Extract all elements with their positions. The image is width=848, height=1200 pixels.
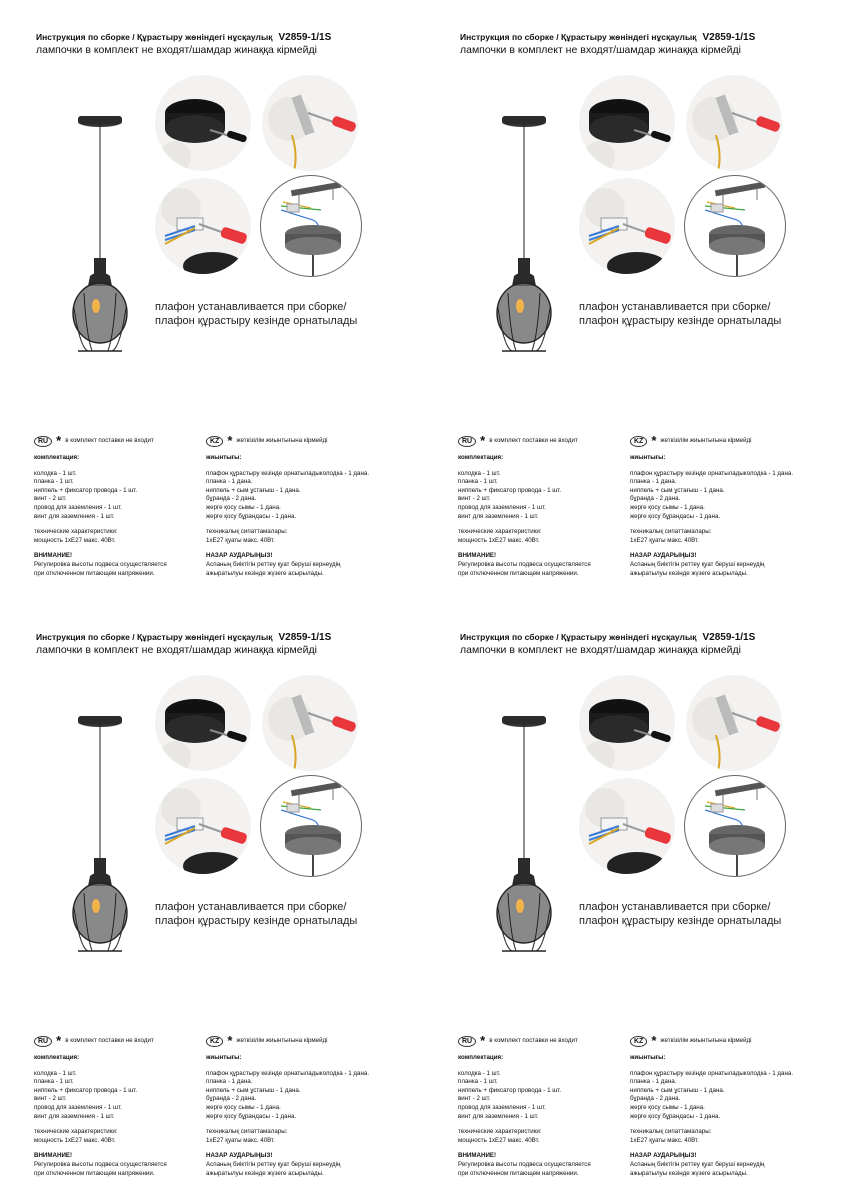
kit-heading: комплектация: [34, 1054, 80, 1061]
ru-column: RU * в комплект поставки не входит комплектация: колодка - 1 шт. планка - 1 шт. ниппель + фиксатор провода - 1 шт. винт - 2 шт. провод для заземления - 1 шт. винт для заземления - 1 шт. технические характеристики: мощность 1xE27 макс. 40Вт. ВНИМАНИЕ! Регулировка высоты подвеса осуществляется при отключенном питающем напряжении. [458, 1033, 591, 1177]
asterisk-icon: * [651, 433, 657, 449]
tech-heading: технические характеристики: [458, 1128, 542, 1136]
terminal-block-photo [579, 178, 675, 274]
pendant-lamp-illustration [484, 108, 564, 358]
terminal-block-photo [155, 778, 251, 874]
kit-item: жерге қосу бұрандасы - 1 дана. [630, 1112, 721, 1120]
kit-item: винт - 2 шт. [34, 1095, 67, 1103]
bulbs-note: лампочки в комплект не входят/шамдар жинаққа кірмейді [460, 644, 741, 656]
warning-line: Регулировка высоты подвеса осуществляется [34, 560, 167, 568]
kit-item: бұранда - 2 дана. [630, 495, 681, 503]
tech-heading: техникалық сипаттамалары: [630, 1128, 712, 1136]
kit-item: колодка - 1 шт. [34, 1069, 77, 1077]
asterisk-icon: * [56, 433, 62, 449]
kit-item: планка - 1 шт. [458, 1078, 498, 1086]
kz-column: KZ * жеткізілім жиынтығына кірмейді жиынтығы: плафон құрастыру кезінде орнатыладыколодка - 1 дана. планка - 1 дана. ниппель + сым ұстағыш - 1 дана. бұранда - 2 дана. жерге қосу сымы - 1 дана. жерге қосу бұрандасы - 1 дана. техникалық сипаттамалары: 1xE27 қуаты макс. 40Вт. НАЗАР АУДАРЫҢЫЗ! Аспаның биіктігін реттеу қуат беруші кернеудің ажыратылуы кезінде жүзеге асырылады. [630, 433, 794, 577]
kit-item: жерге қосу бұрандасы - 1 дана. [206, 1112, 297, 1120]
instruction-title: Инструкция по сборке / Құрастыру жөніндегі нұсқаулық V2859-1/1S [460, 32, 756, 43]
warning-heading: ВНИМАНИЕ! [458, 1152, 497, 1160]
warning-line: ажыратылуы кезінде жүзеге асырылады. [630, 1169, 748, 1177]
kit-item: планка - 1 дана. [630, 1078, 677, 1086]
kit-item: колодка - 1 шт. [458, 469, 501, 477]
kit-item: ниппель + фиксатор провода - 1 шт. [458, 486, 562, 494]
canopy-screwdriver-photo [155, 75, 251, 171]
kit-heading: жиынтығы: [206, 454, 242, 461]
instruction-sheet [0, 600, 424, 1200]
asterisk-icon: * [651, 1033, 657, 1049]
canopy-screwdriver-photo [579, 75, 675, 171]
asterisk-icon: * [480, 433, 486, 449]
bracket-screwdriver-photo [686, 75, 782, 171]
instruction-title: Инструкция по сборке / Құрастыру жөніндегі нұсқаулық V2859-1/1S [36, 32, 332, 43]
kit-item: винт - 2 шт. [34, 495, 67, 503]
kit-item: провод для заземления - 1 шт. [34, 503, 122, 511]
warning-line: при отключенном питающем напряжении. [458, 1169, 579, 1177]
terminal-block-photo [579, 778, 675, 874]
bulbs-note: лампочки в комплект не входят/шамдар жинаққа кірмейді [460, 44, 741, 56]
kit-item: жерге қосу сымы - 1 дана. [206, 1103, 281, 1111]
kit-heading: жиынтығы: [206, 1054, 242, 1061]
tech-value: мощность 1xE27 макс. 40Вт. [34, 1136, 116, 1144]
instruction-sheet [424, 600, 848, 1200]
warning-line: при отключенном питающем напряжении. [34, 569, 155, 577]
warning-heading: ВНИМАНИЕ! [34, 1152, 73, 1160]
tech-heading: техникалық сипаттамалары: [206, 1128, 288, 1136]
canopy-screwdriver-photo [579, 675, 675, 771]
kit-item: планка - 1 дана. [206, 478, 253, 486]
bracket-screwdriver-photo [262, 675, 358, 771]
pendant-lamp-illustration [60, 708, 140, 958]
asterisk-icon: * [56, 1033, 62, 1049]
kit-item: жерге қосу бұрандасы - 1 дана. [206, 512, 297, 520]
kit-item: плафон құрастыру кезінде орнатыладыколодка - 1 дана. [630, 469, 794, 477]
warning-line: при отключенном питающем напряжении. [34, 1169, 155, 1177]
kit-item: винт для заземления - 1 шт. [458, 512, 539, 520]
shade-caption: плафон устанавливается при сборке/ плафон құрастыру кезінде орнатылады [579, 301, 782, 327]
kit-item: ниппель + сым ұстағыш - 1 дана. [206, 1086, 301, 1094]
tech-heading: технические характеристики: [458, 528, 542, 536]
tech-value: 1xE27 қуаты макс. 40Вт. [630, 1136, 699, 1144]
kit-item: ниппель + фиксатор провода - 1 шт. [34, 486, 138, 494]
kit-item: винт для заземления - 1 шт. [34, 512, 115, 520]
kit-heading: жиынтығы: [630, 454, 666, 461]
warning-line: при отключенном питающем напряжении. [458, 569, 579, 577]
shade-caption: плафон устанавливается при сборке/ плафон құрастыру кезінде орнатылады [579, 901, 782, 927]
warning-heading: НАЗАР АУДАРЫҢЫЗ! [630, 1152, 697, 1160]
kit-item: планка - 1 дана. [630, 478, 677, 486]
kit-item: плафон құрастыру кезінде орнатыладыколодка - 1 дана. [630, 1069, 794, 1077]
kit-item: провод для заземления - 1 шт. [34, 1103, 122, 1111]
model-number: V2859-1/1S [278, 632, 332, 643]
warning-heading: ВНИМАНИЕ! [458, 552, 497, 560]
assembly-diagram [684, 175, 786, 277]
warning-line: Аспаның биіктігін реттеу қуат беруші кернеудің [206, 560, 341, 568]
warning-heading: ВНИМАНИЕ! [34, 552, 73, 560]
warning-line: Регулировка высоты подвеса осуществляется [34, 1160, 167, 1168]
kit-item: бұранда - 2 дана. [206, 1095, 257, 1103]
tech-heading: технические характеристики: [34, 1128, 118, 1136]
kit-item: бұранда - 2 дана. [206, 495, 257, 503]
warning-line: ажыратылуы кезінде жүзеге асырылады. [630, 569, 748, 577]
kit-heading: комплектация: [458, 454, 504, 461]
ru-flag: RU [458, 436, 476, 447]
kit-item: колодка - 1 шт. [34, 469, 77, 477]
kit-item: жерге қосу сымы - 1 дана. [630, 503, 705, 511]
kit-item: бұранда - 2 дана. [630, 1095, 681, 1103]
ru-column: RU * в комплект поставки не входит комплектация: колодка - 1 шт. планка - 1 шт. ниппель + фиксатор провода - 1 шт. винт - 2 шт. провод для заземления - 1 шт. винт для заземления - 1 шт. технические характеристики: мощность 1xE27 макс. 40Вт. ВНИМАНИЕ! Регулировка высоты подвеса осуществляется при отключенном питающем напряжении. [34, 433, 167, 577]
kit-item: ниппель + фиксатор провода - 1 шт. [458, 1086, 562, 1094]
kz-flag: KZ [630, 436, 647, 447]
kit-item: ниппель + сым ұстағыш - 1 дана. [630, 486, 725, 494]
shade-caption: плафон устанавливается при сборке/ плафон құрастыру кезінде орнатылады [155, 301, 358, 327]
warning-line: Аспаның биіктігін реттеу қуат беруші кернеудің [630, 1160, 765, 1168]
kit-item: ниппель + сым ұстағыш - 1 дана. [206, 486, 301, 494]
tech-value: 1xE27 қуаты макс. 40Вт. [630, 536, 699, 544]
warning-heading: НАЗАР АУДАРЫҢЫЗ! [630, 552, 697, 560]
kit-item: жерге қосу бұрандасы - 1 дана. [630, 512, 721, 520]
kit-heading: комплектация: [458, 1054, 504, 1061]
kit-item: провод для заземления - 1 шт. [458, 503, 546, 511]
asterisk-icon: * [480, 1033, 486, 1049]
terminal-block-photo [155, 178, 251, 274]
warning-line: Регулировка высоты подвеса осуществляется [458, 560, 591, 568]
instruction-sheet [424, 0, 848, 600]
ru-column: RU * в комплект поставки не входит комплектация: колодка - 1 шт. планка - 1 шт. ниппель + фиксатор провода - 1 шт. винт - 2 шт. провод для заземления - 1 шт. винт для заземления - 1 шт. технические характеристики: мощность 1xE27 макс. 40Вт. ВНИМАНИЕ! Регулировка высоты подвеса осуществляется при отключенном питающем напряжении. [34, 1033, 167, 1177]
kz-column: KZ * жеткізілім жиынтығына кірмейді жиынтығы: плафон құрастыру кезінде орнатыладыколодка - 1 дана. планка - 1 дана. ниппель + сым ұстағыш - 1 дана. бұранда - 2 дана. жерге қосу сымы - 1 дана. жерге қосу бұрандасы - 1 дана. техникалық сипаттамалары: 1xE27 қуаты макс. 40Вт. НАЗАР АУДАРЫҢЫЗ! Аспаның биіктігін реттеу қуат беруші кернеудің ажыратылуы кезінде жүзеге асырылады. [206, 433, 370, 577]
ru-flag: RU [34, 1036, 52, 1047]
kit-item: ниппель + сым ұстағыш - 1 дана. [630, 1086, 725, 1094]
warning-line: Аспаның биіктігін реттеу қуат беруші кернеудің [630, 560, 765, 568]
kit-item: планка - 1 шт. [34, 1078, 74, 1086]
kz-flag: KZ [206, 1036, 223, 1047]
shade-caption: плафон устанавливается при сборке/ плафон құрастыру кезінде орнатылады [155, 901, 358, 927]
kit-item: винт для заземления - 1 шт. [34, 1112, 115, 1120]
model-number: V2859-1/1S [702, 32, 756, 43]
bulbs-note: лампочки в комплект не входят/шамдар жинаққа кірмейді [36, 644, 317, 656]
assembly-diagram [260, 775, 362, 877]
asterisk-icon: * [227, 1033, 233, 1049]
tech-heading: техникалық сипаттамалары: [206, 528, 288, 536]
warning-heading: НАЗАР АУДАРЫҢЫЗ! [206, 1152, 273, 1160]
warning-line: Аспаның биіктігін реттеу қуат беруші кернеудің [206, 1160, 341, 1168]
kz-column: KZ * жеткізілім жиынтығына кірмейді жиынтығы: плафон құрастыру кезінде орнатыладыколодка - 1 дана. планка - 1 дана. ниппель + сым ұстағыш - 1 дана. бұранда - 2 дана. жерге қосу сымы - 1 дана. жерге қосу бұрандасы - 1 дана. техникалық сипаттамалары: 1xE27 қуаты макс. 40Вт. НАЗАР АУДАРЫҢЫЗ! Аспаның биіктігін реттеу қуат беруші кернеудің ажыратылуы кезінде жүзеге асырылады. [630, 1033, 794, 1177]
canopy-screwdriver-photo [155, 675, 251, 771]
ru-column: RU * в комплект поставки не входит комплектация: колодка - 1 шт. планка - 1 шт. ниппель + фиксатор провода - 1 шт. винт - 2 шт. провод для заземления - 1 шт. винт для заземления - 1 шт. технические характеристики: мощность 1xE27 макс. 40Вт. ВНИМАНИЕ! Регулировка высоты подвеса осуществляется при отключенном питающем напряжении. [458, 433, 591, 577]
kit-item: планка - 1 дана. [206, 1078, 253, 1086]
tech-value: 1xE27 қуаты макс. 40Вт. [206, 1136, 275, 1144]
instruction-title: Инструкция по сборке / Құрастыру жөніндегі нұсқаулық V2859-1/1S [36, 632, 332, 643]
bracket-screwdriver-photo [262, 75, 358, 171]
tech-value: мощность 1xE27 макс. 40Вт. [34, 536, 116, 544]
kit-item: винт - 2 шт. [458, 1095, 491, 1103]
kit-item: колодка - 1 шт. [458, 1069, 501, 1077]
kit-item: плафон құрастыру кезінде орнатыладыколодка - 1 дана. [206, 469, 370, 477]
tech-value: мощность 1xE27 макс. 40Вт. [458, 536, 540, 544]
assembly-diagram [684, 775, 786, 877]
model-number: V2859-1/1S [278, 32, 332, 43]
tech-value: 1xE27 қуаты макс. 40Вт. [206, 536, 275, 544]
pendant-lamp-illustration [484, 708, 564, 958]
kit-heading: жиынтығы: [630, 1054, 666, 1061]
bulbs-note: лампочки в комплект не входят/шамдар жинаққа кірмейді [36, 44, 317, 56]
warning-line: ажыратылуы кезінде жүзеге асырылады. [206, 1169, 324, 1177]
assembly-diagram [260, 175, 362, 277]
asterisk-icon: * [227, 433, 233, 449]
tech-value: мощность 1xE27 макс. 40Вт. [458, 1136, 540, 1144]
kit-item: жерге қосу сымы - 1 дана. [206, 503, 281, 511]
kit-item: провод для заземления - 1 шт. [458, 1103, 546, 1111]
kit-item: жерге қосу сымы - 1 дана. [630, 1103, 705, 1111]
kit-item: винт для заземления - 1 шт. [458, 1112, 539, 1120]
ru-flag: RU [34, 436, 52, 447]
warning-heading: НАЗАР АУДАРЫҢЫЗ! [206, 552, 273, 560]
tech-heading: технические характеристики: [34, 528, 118, 536]
bracket-screwdriver-photo [686, 675, 782, 771]
kz-flag: KZ [630, 1036, 647, 1047]
pendant-lamp-illustration [60, 108, 140, 358]
kit-item: плафон құрастыру кезінде орнатыладыколодка - 1 дана. [206, 1069, 370, 1077]
kz-column: KZ * жеткізілім жиынтығына кірмейді жиынтығы: плафон құрастыру кезінде орнатыладыколодка - 1 дана. планка - 1 дана. ниппель + сым ұстағыш - 1 дана. бұранда - 2 дана. жерге қосу сымы - 1 дана. жерге қосу бұрандасы - 1 дана. техникалық сипаттамалары: 1xE27 қуаты макс. 40Вт. НАЗАР АУДАРЫҢЫЗ! Аспаның биіктігін реттеу қуат беруші кернеудің ажыратылуы кезінде жүзеге асырылады. [206, 1033, 370, 1177]
kit-heading: комплектация: [34, 454, 80, 461]
kz-flag: KZ [206, 436, 223, 447]
kit-item: ниппель + фиксатор провода - 1 шт. [34, 1086, 138, 1094]
instruction-title: Инструкция по сборке / Құрастыру жөніндегі нұсқаулық V2859-1/1S [460, 632, 756, 643]
model-number: V2859-1/1S [702, 632, 756, 643]
tech-heading: техникалық сипаттамалары: [630, 528, 712, 536]
kit-item: планка - 1 шт. [458, 478, 498, 486]
warning-line: Регулировка высоты подвеса осуществляется [458, 1160, 591, 1168]
ru-flag: RU [458, 1036, 476, 1047]
instruction-sheet [0, 0, 424, 600]
warning-line: ажыратылуы кезінде жүзеге асырылады. [206, 569, 324, 577]
kit-item: планка - 1 шт. [34, 478, 74, 486]
kit-item: винт - 2 шт. [458, 495, 491, 503]
